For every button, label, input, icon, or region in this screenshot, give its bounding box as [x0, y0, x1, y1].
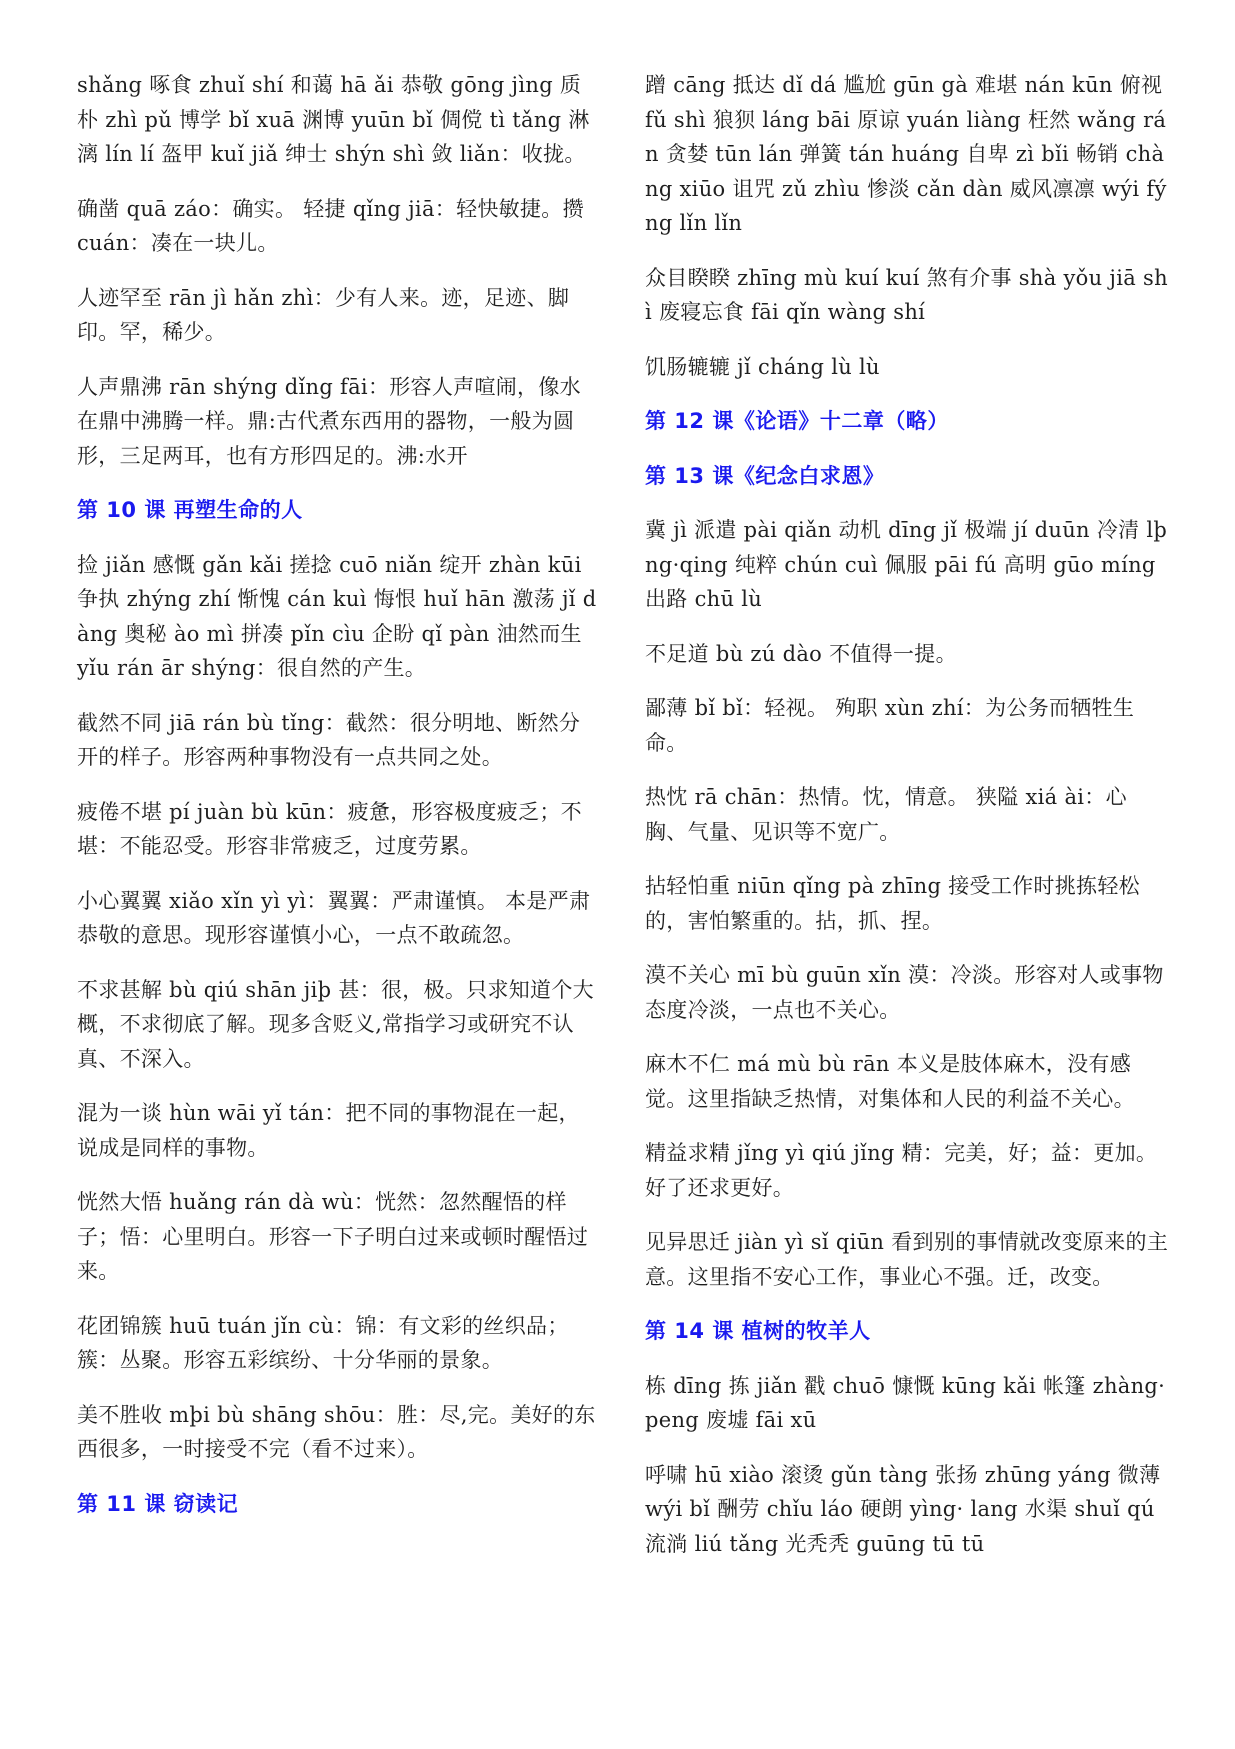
vocab-paragraph: 恍然大悟 huǎng rán dà wù：恍然：忽然醒悟的样子；悟：心里明白。形容一下子明白过来或顿时醒悟过来。 — [77, 1190, 589, 1283]
vocab-paragraph: 热忱 rā chān：热情。忱，情意。 狭隘 xiá ài：心胸、气量、见识等不宽广。 — [645, 785, 1127, 844]
left-column — [77, 68, 599, 1541]
vocab-paragraph: 漠不关心 mī bù guūn xǐn 漠：冷淡。形容对人或事物态度冷淡，一点也不关心。 — [645, 963, 1164, 1022]
vocab-paragraph: 饥肠辘辘 jǐ cháng lù lù — [645, 354, 880, 379]
lesson-heading: 第 14 课 植树的牧羊人 — [645, 1319, 871, 1343]
vocab-paragraph: 呼啸 hū xiào 滚烫 gǔn tàng 张扬 zhūng yáng 微薄 wýi bǐ 酬劳 chǐu láo 硬朗 yìng· lang 水渠 shuǐ qú 流淌 liú tǎng 光秃秃 guūng tū tū — [645, 1462, 1161, 1556]
vocab-paragraph: 美不胜收 mþi bù shāng shōu：胜：尽,完。美好的东西很多，一时接受不完（看不过来）。 — [77, 1402, 596, 1461]
vocab-paragraph: 人声鼎沸 rān shýng dǐng fāi：形容人声喧闹，像水在鼎中沸腾一样。鼎:古代煮东西用的器物，一般为圆形，三足两耳，也有方形四足的。沸:水开 — [77, 374, 581, 468]
vocab-paragraph: 鄙薄 bǐ bǐ：轻视。 殉职 xùn zhí：为公务而牺牲生命。 — [645, 696, 1135, 755]
vocab-paragraph: 花团锦簇 huū tuán jǐn cù：锦：有文彩的丝织品；簇：丛聚。形容五彩缤纷、十分华丽的景象。 — [77, 1313, 569, 1372]
lesson-heading: 第 11 课 窃读记 — [77, 1491, 239, 1516]
lesson-heading: 第 10 课 再塑生命的人 — [77, 498, 303, 522]
vocab-paragraph: 不求甚解 bù qiú shān jiþ 甚：很，极。只求知道个大概，不求彻底了解。现多含贬义,常指学习或研究不认真、不深入。 — [77, 977, 594, 1071]
vocab-paragraph: 众目睽睽 zhīng mù kuí kuí 煞有介事 shà yǒu jiā shì 废寝忘食 fāi qǐn wàng shí — [645, 265, 1168, 324]
vocab-paragraph: 截然不同 jiā rán bù tǐng：截然：很分明地、断然分开的样子。形容两种事物没有一点共同之处。 — [77, 710, 581, 769]
right-column — [645, 68, 1169, 1581]
vocab-paragraph: 不足道 bù zú dào 不值得一提。 — [645, 641, 957, 666]
vocab-paragraph: 栋 dīng 拣 jiǎn 戳 chuō 慷慨 kūng kǎi 帐篷 zhàng· peng 废墟 fāi xū — [645, 1373, 1166, 1432]
lesson-heading: 第 13 课《纪念白求恩》 — [645, 463, 885, 488]
vocab-paragraph: 确凿 quā záo：确实。 轻捷 qǐng jiā：轻快敏捷。攒 cuán：凑在一块儿。 — [77, 196, 584, 255]
vocab-paragraph: shǎng 啄食 zhuǐ shí 和蔼 hā ǎi 恭敬 gōng jìng 质朴 zhì pǔ 博学 bǐ xuā 渊博 yuūn bǐ 倜傥 tì tǎng 淋漓 lín lí 盔甲 kuǐ jiǎ 绅士 shýn shì 敛 liǎn：收拢。 — [77, 73, 590, 166]
vocab-paragraph: 冀 jì 派遣 pài qiǎn 动机 dīng jǐ 极端 jí duūn 冷清 lþng·qing 纯粹 chún cuì 佩服 pāi fú 高明 gūo míng 出路 chū lù — [645, 518, 1168, 611]
vocab-paragraph: 麻木不仁 má mù bù rān 本义是肢体麻木，没有感觉。这里指缺乏热情，对集体和人民的利益不关心。 — [645, 1052, 1135, 1111]
vocab-paragraph: 蹭 cāng 抵达 dǐ dá 尴尬 gūn gà 难堪 nán kūn 俯视 fǔ shì 狼狈 láng bāi 原谅 yuán liàng 枉然 wǎng rán 贪婪 tūn lán 弹簧 tán huáng 自卑 zì bǐi 畅销 chàng xiūo 诅咒 zǔ zhìu 惨淡 cǎn dàn 威风凛凛 wýi fýng lǐn lǐn — [645, 73, 1167, 235]
vocab-paragraph: 精益求精 jǐng yì qiú jǐng 精：完美，好；益：更加。好了还求更好。 — [645, 1141, 1158, 1200]
vocab-paragraph: 小心翼翼 xiǎo xǐn yì yì：翼翼：严肃谨慎。 本是严肃恭敬的意思。现形容谨慎小心，一点不敢疏忽。 — [77, 888, 591, 947]
lesson-heading: 第 12 课《论语》十二章（略） — [645, 409, 949, 433]
vocab-paragraph: 拈轻怕重 niūn qǐng pà zhīng 接受工作时挑拣轻松的，害怕繁重的。拈，抓、捏。 — [645, 874, 1140, 933]
vocab-paragraph: 捡 jiǎn 感慨 gǎn kǎi 搓捻 cuō niǎn 绽开 zhàn kūi 争执 zhýng zhí 惭愧 cán kuì 悔恨 huǐ hān 激荡 jǐ dàng 奥秘 ào mì 拼凑 pǐn cìu 企盼 qǐ pàn 油然而生 yǐu rán ār shýng：很自然的产生。 — [77, 552, 597, 680]
vocab-paragraph: 见异思迁 jiàn yì sǐ qiūn 看到别的事情就改变原来的主意。这里指不安心工作，事业心不强。迁，改变。 — [645, 1230, 1169, 1289]
vocab-paragraph: 疲倦不堪 pí juàn bù kūn：疲惫，形容极度疲乏；不堪：不能忍受。形容非常疲乏，过度劳累。 — [77, 799, 582, 858]
vocab-paragraph: 人迹罕至 rān jì hǎn zhì：少有人来。迹，足迹、脚印。罕，稀少。 — [77, 285, 570, 344]
vocab-paragraph: 混为一谈 hùn wāi yǐ tán：把不同的事物混在一起，说成是同样的事物。 — [77, 1101, 580, 1160]
